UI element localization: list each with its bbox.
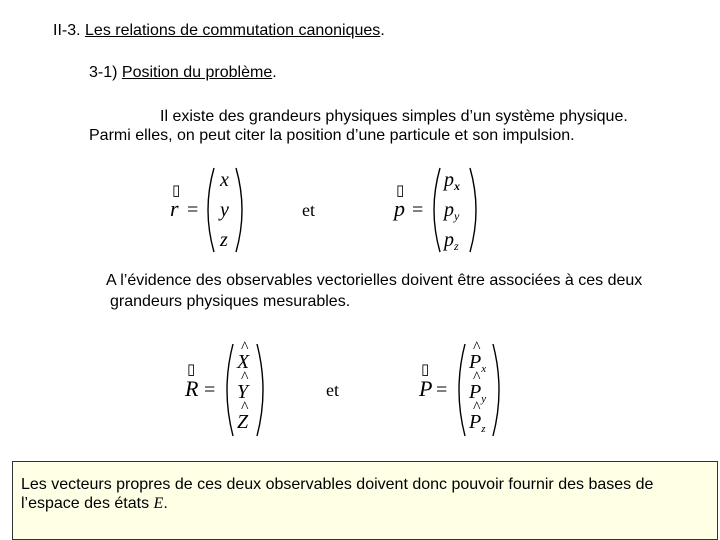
state-space-symbol: E	[153, 495, 164, 512]
operator-equation	[175, 340, 515, 440]
conclusion-end: .	[163, 495, 168, 512]
X-hat: ^	[241, 340, 249, 356]
section-heading	[53, 22, 385, 40]
Z-hat: ^	[241, 399, 249, 416]
P-component-z: $P_z$	[469, 411, 486, 435]
P-equals: =	[436, 379, 448, 401]
r-left-paren	[208, 168, 214, 252]
Py-hat: ^	[473, 369, 481, 386]
r-right-paren	[236, 168, 242, 252]
P-symbol: P	[419, 376, 433, 401]
section-title: Les relations de commutation canoniques	[85, 22, 381, 39]
p-left-paren	[434, 168, 440, 252]
Px-hat: ^	[473, 340, 481, 356]
r-component-x: x	[220, 169, 229, 191]
p-component-y: $p_y$	[444, 199, 460, 223]
conclusion-box	[12, 461, 718, 540]
connector-et: et	[302, 200, 315, 220]
R-component-Y: Y	[237, 381, 249, 403]
subsection-number: 3-1)	[89, 64, 118, 81]
conclusion-text: Les vecteurs propres de ces deux observables doivent donc pouvoir fournir des bases de l’espace des états	[21, 476, 654, 512]
p-symbol: p	[394, 196, 405, 221]
p-right-paren	[470, 168, 476, 252]
p-arrow-glyph: ▯	[396, 183, 405, 199]
intro-line-2: Parmi elles, on peut citer la position d’une particule et son impulsion.	[89, 127, 575, 144]
r-arrow-glyph: ▯	[172, 183, 181, 199]
R-arrow-glyph: ▯	[187, 362, 196, 378]
R-symbol: R	[185, 376, 199, 401]
position-momentum-equation	[160, 160, 490, 260]
r-symbol: r	[170, 196, 179, 221]
r-equals: =	[187, 199, 199, 221]
subsection-title-punct: .	[272, 64, 277, 81]
p-component-x: $p_x$	[444, 169, 460, 193]
Pz-hat: ^	[473, 399, 481, 416]
R-equals: =	[204, 379, 216, 401]
R-component-Z: Z	[237, 411, 249, 433]
section-number: II-3.	[53, 22, 81, 39]
section-title-punct: .	[380, 22, 385, 39]
p-equals: =	[412, 199, 424, 221]
p-component-z: $p_z$	[444, 229, 459, 253]
intro-line-1: Il existe des grandeurs physiques simples d’un système physique.	[160, 108, 628, 125]
r-component-z: z	[220, 229, 228, 251]
P-right-paren	[493, 344, 499, 436]
P-component-x: $P_x$	[469, 351, 487, 375]
observables-line-1: A l’évidence des observables vectorielles doivent être associées à ces deux	[106, 272, 643, 289]
Y-hat: ^	[241, 369, 249, 386]
R-left-paren	[227, 344, 233, 436]
subsection-title: Position du problème	[121, 64, 273, 81]
R-right-paren	[257, 344, 263, 436]
P-left-paren	[459, 344, 465, 436]
P-arrow-glyph: ▯	[421, 362, 430, 378]
subsection-heading	[89, 64, 277, 82]
observables-line-2: grandeurs physiques mesurables.	[110, 293, 351, 310]
connector-et-2: et	[326, 380, 339, 400]
r-component-y: y	[220, 199, 229, 221]
R-component-X: X	[237, 351, 250, 373]
P-component-y: $P_y$	[469, 381, 487, 405]
